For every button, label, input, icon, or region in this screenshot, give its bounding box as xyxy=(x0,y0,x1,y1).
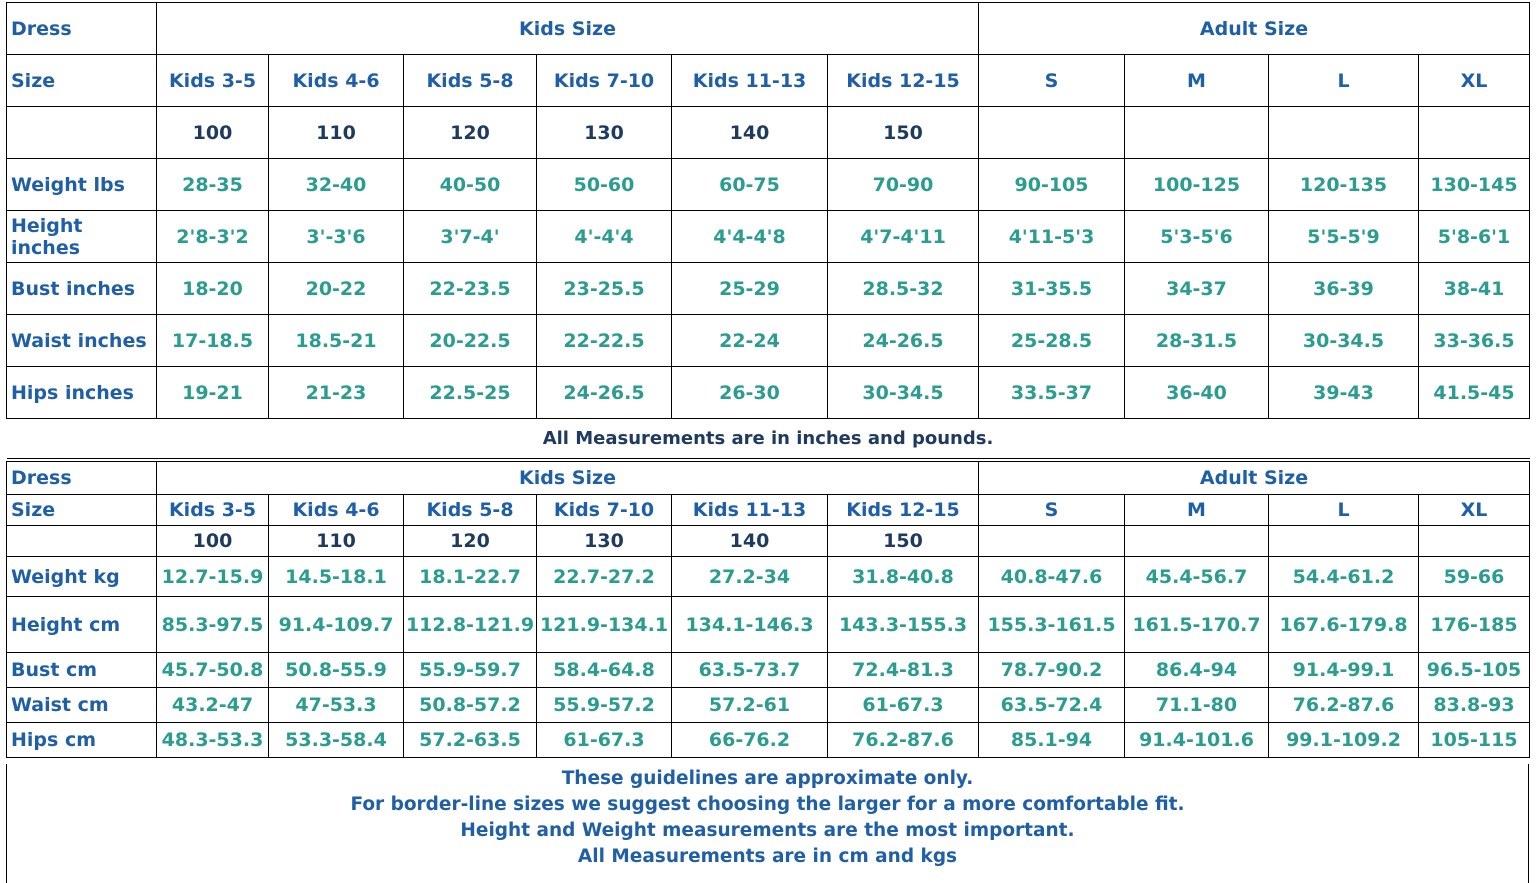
value-cell: 54.4-61.2 xyxy=(1269,557,1419,597)
adult-size-header: Adult Size xyxy=(979,3,1530,55)
value-cell: 4'4-4'8 xyxy=(672,211,828,263)
row-label: Hips cm xyxy=(7,723,157,758)
size-cell: Kids 5-8 xyxy=(404,495,537,526)
table-row xyxy=(7,315,1530,367)
size-cell: L xyxy=(1269,55,1419,107)
value-cell: 4'11-5'3 xyxy=(979,211,1125,263)
metric-notes xyxy=(6,764,1529,883)
value-cell: 66-76.2 xyxy=(672,723,828,758)
row-label: Hips inches xyxy=(7,367,157,419)
metric-size-row xyxy=(7,495,1530,526)
value-cell: 76.2-87.6 xyxy=(828,723,979,758)
value-cell: 39-43 xyxy=(1269,367,1419,419)
number-cell: 100 xyxy=(157,526,269,557)
value-cell: 60-75 xyxy=(672,159,828,211)
table-row xyxy=(7,688,1530,723)
value-cell: 58.4-64.8 xyxy=(537,653,672,688)
note-line: These guidelines are approximate only. xyxy=(561,768,974,789)
row-label: Height inches xyxy=(7,211,157,263)
value-cell: 63.5-73.7 xyxy=(672,653,828,688)
table-row xyxy=(7,159,1530,211)
imperial-size-table xyxy=(6,2,1530,459)
value-cell: 31.8-40.8 xyxy=(828,557,979,597)
value-cell: 26-30 xyxy=(672,367,828,419)
value-cell: 91.4-101.6 xyxy=(1125,723,1269,758)
value-cell: 45.7-50.8 xyxy=(157,653,269,688)
row-label: Height cm xyxy=(7,597,157,653)
row-label: Weight lbs xyxy=(7,159,157,211)
value-cell: 57.2-63.5 xyxy=(404,723,537,758)
value-cell: 86.4-94 xyxy=(1125,653,1269,688)
value-cell: 36-40 xyxy=(1125,367,1269,419)
value-cell: 155.3-161.5 xyxy=(979,597,1125,653)
value-cell: 22.7-27.2 xyxy=(537,557,672,597)
imperial-group-header-row xyxy=(7,3,1530,55)
size-cell: Kids 11-13 xyxy=(672,495,828,526)
value-cell: 72.4-81.3 xyxy=(828,653,979,688)
value-cell: 25-29 xyxy=(672,263,828,315)
value-cell: 14.5-18.1 xyxy=(269,557,404,597)
value-cell: 28-35 xyxy=(157,159,269,211)
row-label: Waist inches xyxy=(7,315,157,367)
value-cell: 161.5-170.7 xyxy=(1125,597,1269,653)
table-row xyxy=(7,597,1530,653)
value-cell: 61-67.3 xyxy=(828,688,979,723)
value-cell: 134.1-146.3 xyxy=(672,597,828,653)
size-cell: Kids 7-10 xyxy=(537,495,672,526)
number-cell: 120 xyxy=(404,107,537,159)
note-line: Height and Weight measurements are the most important. xyxy=(460,820,1075,841)
value-cell: 85.3-97.5 xyxy=(157,597,269,653)
size-cell: M xyxy=(1125,495,1269,526)
size-cell: Kids 4-6 xyxy=(269,495,404,526)
value-cell: 36-39 xyxy=(1269,263,1419,315)
value-cell: 3'7-4' xyxy=(404,211,537,263)
value-cell: 31-35.5 xyxy=(979,263,1125,315)
row-label: Waist cm xyxy=(7,688,157,723)
adult-size-header: Adult Size xyxy=(979,462,1530,495)
value-cell: 105-115 xyxy=(1419,723,1530,758)
value-cell: 50-60 xyxy=(537,159,672,211)
value-cell: 91.4-99.1 xyxy=(1269,653,1419,688)
value-cell: 22-23.5 xyxy=(404,263,537,315)
value-cell: 78.7-90.2 xyxy=(979,653,1125,688)
value-cell: 18.5-21 xyxy=(269,315,404,367)
imperial-size-row xyxy=(7,55,1530,107)
value-cell: 167.6-179.8 xyxy=(1269,597,1419,653)
size-cell: Kids 4-6 xyxy=(269,55,404,107)
value-cell: 22.5-25 xyxy=(404,367,537,419)
value-cell: 176-185 xyxy=(1419,597,1530,653)
number-cell: 150 xyxy=(828,107,979,159)
dress-label: Dress xyxy=(7,462,157,495)
value-cell: 30-34.5 xyxy=(828,367,979,419)
value-cell: 71.1-80 xyxy=(1125,688,1269,723)
value-cell: 130-145 xyxy=(1419,159,1530,211)
value-cell: 25-28.5 xyxy=(979,315,1125,367)
value-cell: 47-53.3 xyxy=(269,688,404,723)
size-cell: XL xyxy=(1419,55,1530,107)
value-cell: 4'7-4'11 xyxy=(828,211,979,263)
number-cell: 130 xyxy=(537,107,672,159)
row-label: Bust inches xyxy=(7,263,157,315)
value-cell: 12.7-15.9 xyxy=(157,557,269,597)
imperial-number-row xyxy=(7,107,1530,159)
value-cell: 18-20 xyxy=(157,263,269,315)
row-label: Weight kg xyxy=(7,557,157,597)
table-row xyxy=(7,653,1530,688)
value-cell: 70-90 xyxy=(828,159,979,211)
size-cell: Kids 3-5 xyxy=(157,495,269,526)
metric-size-table xyxy=(6,461,1530,758)
number-cell: 120 xyxy=(404,526,537,557)
value-cell: 63.5-72.4 xyxy=(979,688,1125,723)
size-label: Size xyxy=(7,495,157,526)
size-cell: Kids 5-8 xyxy=(404,55,537,107)
value-cell: 83.8-93 xyxy=(1419,688,1530,723)
value-cell: 4'-4'4 xyxy=(537,211,672,263)
value-cell: 21-23 xyxy=(269,367,404,419)
value-cell: 22-24 xyxy=(672,315,828,367)
value-cell: 30-34.5 xyxy=(1269,315,1419,367)
size-cell: S xyxy=(979,495,1125,526)
imperial-note: All Measurements are in inches and pounds. xyxy=(7,419,1530,459)
size-cell: Kids 12-15 xyxy=(828,495,979,526)
value-cell: 45.4-56.7 xyxy=(1125,557,1269,597)
value-cell: 24-26.5 xyxy=(537,367,672,419)
size-cell: Kids 7-10 xyxy=(537,55,672,107)
size-cell: XL xyxy=(1419,495,1530,526)
value-cell: 53.3-58.4 xyxy=(269,723,404,758)
value-cell: 2'8-3'2 xyxy=(157,211,269,263)
value-cell xyxy=(404,597,537,653)
value-cell: 5'8-6'1 xyxy=(1419,211,1530,263)
value-cell: 48.3-53.3 xyxy=(157,723,269,758)
value-cell: 41.5-45 xyxy=(1419,367,1530,419)
kids-size-header: Kids Size xyxy=(157,462,979,495)
value-cell-line: 112.8-121.9 xyxy=(405,613,535,636)
value-cell: 27.2-34 xyxy=(672,557,828,597)
size-cell: L xyxy=(1269,495,1419,526)
table-row xyxy=(7,263,1530,315)
value-cell-line: 121.9-134.1 xyxy=(539,613,669,636)
value-cell: 99.1-109.2 xyxy=(1269,723,1419,758)
value-cell: 3'-3'6 xyxy=(269,211,404,263)
value-cell: 20-22.5 xyxy=(404,315,537,367)
value-cell: 33.5-37 xyxy=(979,367,1125,419)
value-cell: 24-26.5 xyxy=(828,315,979,367)
number-cell: 140 xyxy=(672,526,828,557)
value-cell: 50.8-55.9 xyxy=(269,653,404,688)
metric-group-header-row xyxy=(7,462,1530,495)
table-row xyxy=(7,557,1530,597)
value-cell: 57.2-61 xyxy=(672,688,828,723)
table-row xyxy=(7,723,1530,758)
value-cell: 85.1-94 xyxy=(979,723,1125,758)
value-cell: 100-125 xyxy=(1125,159,1269,211)
value-cell: 38-41 xyxy=(1419,263,1530,315)
value-cell: 5'3-5'6 xyxy=(1125,211,1269,263)
note-line: All Measurements are in cm and kgs xyxy=(577,846,958,867)
value-cell: 143.3-155.3 xyxy=(828,597,979,653)
dress-label: Dress xyxy=(7,3,157,55)
size-cell: S xyxy=(979,55,1125,107)
value-cell: 5'5-5'9 xyxy=(1269,211,1419,263)
table-row xyxy=(7,211,1530,263)
value-cell: 23-25.5 xyxy=(537,263,672,315)
value-cell: 28.5-32 xyxy=(828,263,979,315)
value-cell: 76.2-87.6 xyxy=(1269,688,1419,723)
value-cell: 40-50 xyxy=(404,159,537,211)
value-cell: 59-66 xyxy=(1419,557,1530,597)
size-cell: Kids 3-5 xyxy=(157,55,269,107)
size-cell: M xyxy=(1125,55,1269,107)
value-cell: 50.8-57.2 xyxy=(404,688,537,723)
value-cell: 20-22 xyxy=(269,263,404,315)
value-cell: 120-135 xyxy=(1269,159,1419,211)
value-cell: 61-67.3 xyxy=(537,723,672,758)
value-cell: 22-22.5 xyxy=(537,315,672,367)
value-cell: 34-37 xyxy=(1125,263,1269,315)
number-cell: 130 xyxy=(537,526,672,557)
number-cell: 110 xyxy=(269,107,404,159)
number-cell: 150 xyxy=(828,526,979,557)
size-cell: Kids 11-13 xyxy=(672,55,828,107)
value-cell: 55.9-57.2 xyxy=(537,688,672,723)
value-cell xyxy=(537,597,672,653)
value-cell: 19-21 xyxy=(157,367,269,419)
value-cell: 55.9-59.7 xyxy=(404,653,537,688)
note-line: For border-line sizes we suggest choosing the larger for a more comfortable fit. xyxy=(350,794,1185,815)
value-cell: 18.1-22.7 xyxy=(404,557,537,597)
row-label: Bust cm xyxy=(7,653,157,688)
metric-number-row xyxy=(7,526,1530,557)
value-cell: 17-18.5 xyxy=(157,315,269,367)
table-row xyxy=(7,367,1530,419)
number-cell: 140 xyxy=(672,107,828,159)
value-cell: 33-36.5 xyxy=(1419,315,1530,367)
size-cell: Kids 12-15 xyxy=(828,55,979,107)
number-cell: 100 xyxy=(157,107,269,159)
kids-size-header: Kids Size xyxy=(157,3,979,55)
value-cell: 40.8-47.6 xyxy=(979,557,1125,597)
value-cell: 91.4-109.7 xyxy=(269,597,404,653)
value-cell: 32-40 xyxy=(269,159,404,211)
value-cell: 43.2-47 xyxy=(157,688,269,723)
number-cell: 110 xyxy=(269,526,404,557)
value-cell: 96.5-105 xyxy=(1419,653,1530,688)
imperial-note-row xyxy=(7,419,1530,459)
value-cell: 90-105 xyxy=(979,159,1125,211)
value-cell: 28-31.5 xyxy=(1125,315,1269,367)
size-label: Size xyxy=(7,55,157,107)
